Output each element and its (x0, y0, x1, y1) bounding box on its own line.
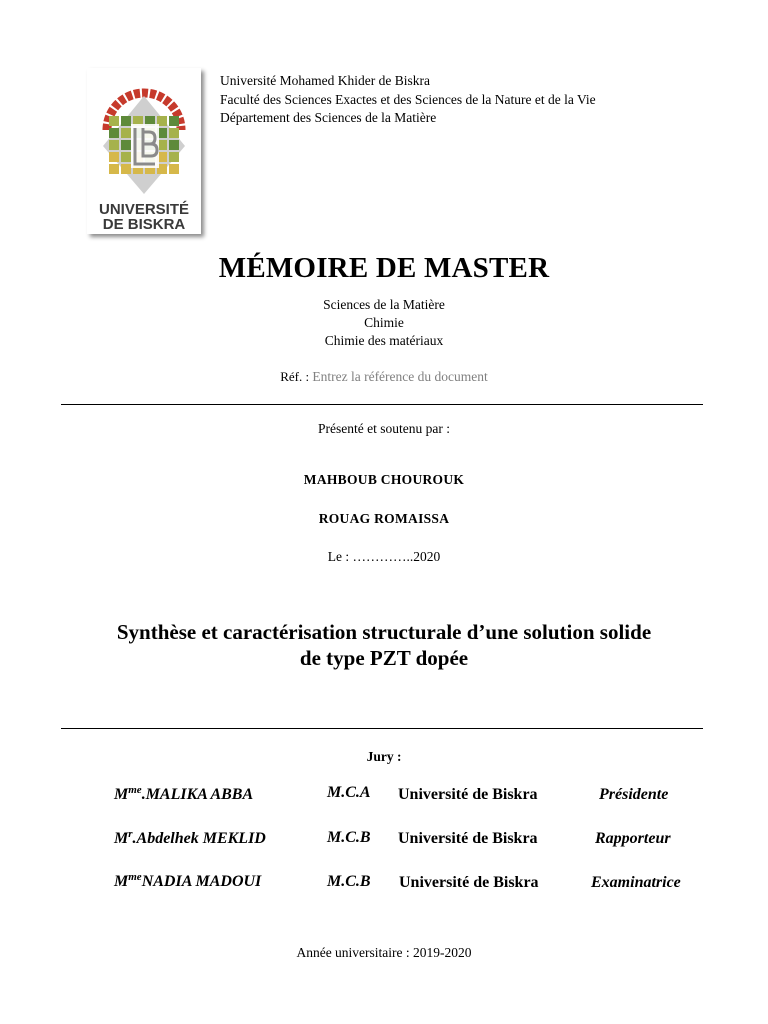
jury-member-university: Université de Biskra (398, 786, 538, 803)
jury-member-grade: M.C.A (327, 784, 371, 801)
jury-member-name: $M^{me}NADIA$ MADOUI (114, 871, 262, 890)
thesis-title (0, 619, 768, 671)
defense-date (0, 549, 768, 565)
reference-line (0, 369, 768, 385)
jury-member-university: Université de Biskra (399, 874, 539, 891)
presented-by: Présenté et soutenu par : (318, 421, 450, 436)
jury-member-name: $M^{me}.MALIKA$ ABBA (114, 784, 254, 803)
logo-text-line1: UNIVERSITÉ (98, 201, 190, 218)
date-value: …………..2020 (352, 549, 441, 564)
date-label: Le : (327, 549, 350, 564)
field: Chimie (364, 315, 404, 330)
department-name: Département des Sciences de la Matière (220, 110, 437, 125)
academic-year: Année universitaire : 2019-2020 (296, 945, 472, 960)
reference-label: Réf. : (280, 369, 310, 384)
jury-member-name: $M^r.Abdelhek$ MEKLID (114, 828, 266, 847)
university-name: Université Mohamed Khider de Biskra (220, 73, 430, 88)
logo-text-line2: DE BISKRA (102, 216, 186, 233)
reference-placeholder[interactable]: Entrez la référence du document (312, 369, 488, 384)
option: Chimie des matériaux (324, 333, 444, 348)
document-title: MÉMOIRE DE MASTER (218, 252, 550, 284)
author-2: ROUAG ROMAISSA (318, 511, 450, 526)
jury-member-grade: M.C.B (327, 873, 371, 890)
bottom-divider (61, 728, 703, 729)
speciality-block (0, 296, 768, 350)
thesis-title-line2: de type PZT dopée (299, 646, 469, 670)
domain: Sciences de la Matière (323, 297, 445, 312)
jury-member-university: Université de Biskra (398, 830, 538, 847)
biskra-emblem-icon (87, 68, 201, 234)
jury-label: Jury : (366, 749, 402, 764)
faculty-name: Faculté des Sciences Exactes et des Sciences de la Nature et de la Vie (220, 91, 596, 107)
university-logo (87, 68, 201, 234)
jury-member-role: Examinatrice (591, 874, 681, 891)
jury-member-grade: M.C.B (327, 829, 371, 846)
institution-header (220, 72, 596, 128)
thesis-title-line1: Synthèse et caractérisation structurale d’une solution solide (116, 620, 652, 644)
author-1: MAHBOUB CHOUROUK (303, 472, 465, 487)
jury-member-role: Présidente (599, 786, 669, 803)
jury-member-role: Rapporteur (595, 830, 671, 847)
top-divider (61, 404, 703, 405)
